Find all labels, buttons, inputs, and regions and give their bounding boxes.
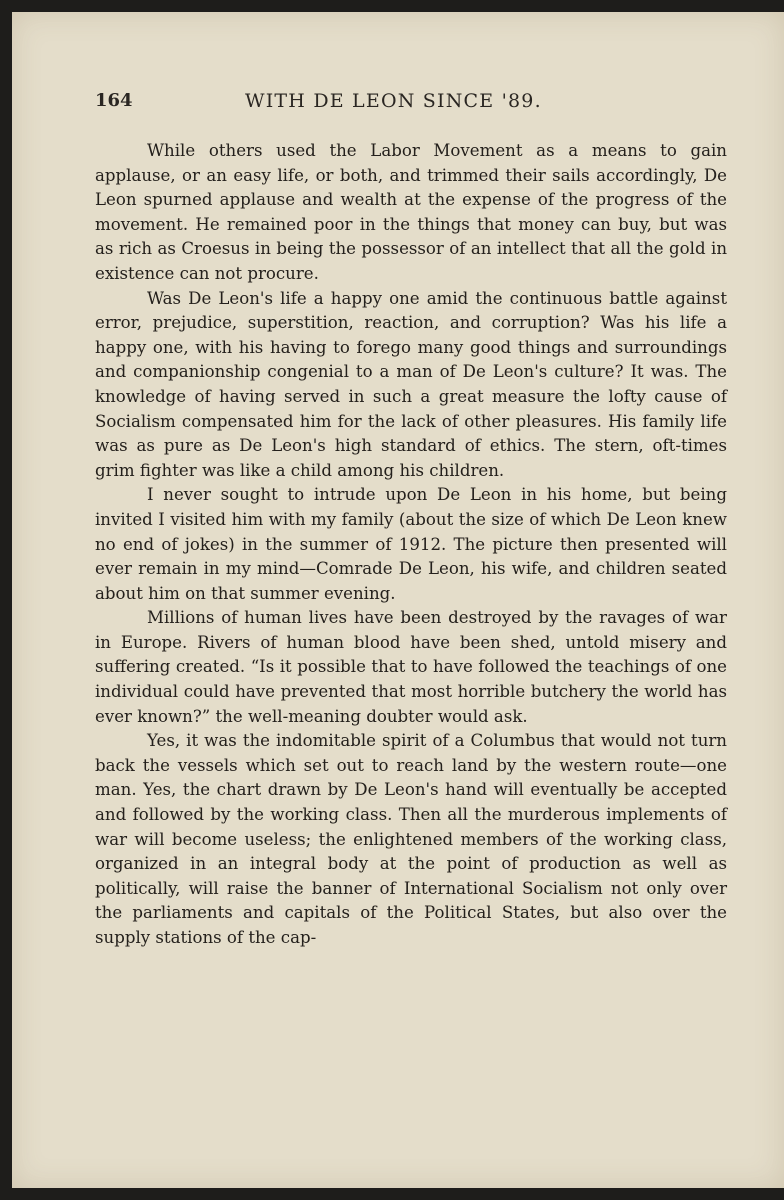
paragraph-2: Was De Leon's life a happy one amid the continuous battle against error, prejudice, superstition, reaction, and corruption? Was his life a happy one, with his having to forego many good things and surroundings and companionship congenial to a man of De Leon's culture? It was. The knowledge of having served in such a great measure the lofty cause of Socialism compensated him for the lack of other pleasures. His family life was as pure as De Leon's high standard of ethics. The stern, oft-times grim fighter was like a child among his children. — [95, 288, 727, 480]
paragraph-5: Yes, it was the indomitable spirit of a Columbus that would not turn back the vessels which set out to reach land by the western route—one man. Yes, the chart drawn by De Leon's hand will eventually be accepted and followed by the working class. Then all the murderous implements of war will become useless; the enlightened members of the working class, organized in an integral body at the point of production as well as politically, will raise the banner of International Socialism not only over the parliaments and capitals of the Political States, but also over the supply stations of the cap- — [95, 731, 727, 947]
body-text — [95, 139, 727, 951]
paragraph-3: I never sought to intrude upon De Leon in his home, but being invited I visited him with my family (about the size of which De Leon knew no end of jokes) in the summer of 1912. The picture then presented will ever remain in my mind—Comrade De Leon, his wife, and children seated about him on that summer evening. — [95, 485, 727, 603]
page-header — [95, 90, 715, 120]
running-head: WITH DE LEON SINCE '89. — [245, 90, 542, 112]
paragraph-1: While others used the Labor Movement as a means to gain applause, or an easy life, or both, and trimmed their sails accordingly, De Leon spurned applause and wealth at the expense of the progress of the movement. He remained poor in the things that money can buy, but was as rich as Croesus in being the possessor of an intellect that all the gold in existence can not procure. — [95, 141, 727, 283]
paragraph-4: Millions of human lives have been destroyed by the ravages of war in Europe. Rivers of human blood have been shed, untold misery and suffering created. “Is it possible that to have followed the teachings of one individual could have prevented that most horrible butchery the world has ever known?” the well-meaning doubter would ask. — [95, 608, 727, 726]
page-number: 164 — [95, 90, 133, 111]
